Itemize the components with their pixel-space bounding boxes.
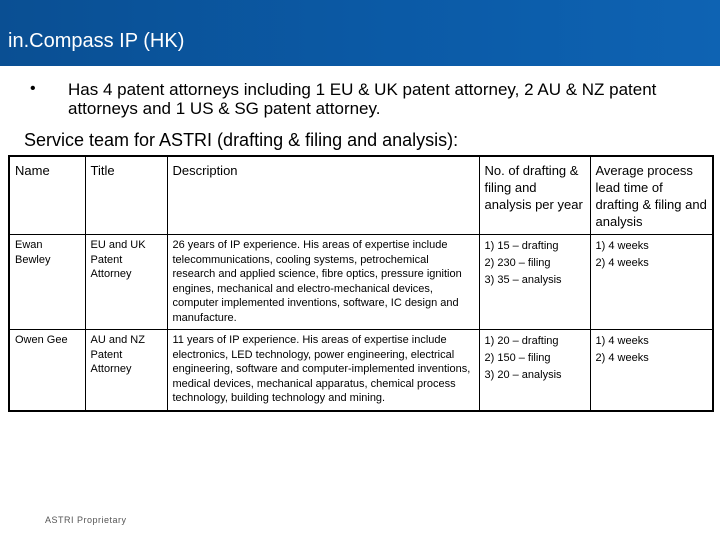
footer-proprietary-label: ASTRI Proprietary [45,515,127,525]
cell-title: AU and NZ Patent Attorney [85,330,167,411]
count-line: 3) 20 – analysis [484,369,562,381]
table-row [9,235,713,330]
cell-counts [479,330,590,411]
table-row [9,330,713,411]
cell-lead-times [590,330,713,411]
count-line: 1) 15 – drafting [484,240,559,252]
slide-title: in.Compass IP (HK) [8,30,185,52]
header-lead-time: Average process lead time of drafting & filing and analysis [590,156,713,235]
count-line: 2) 230 – filing [484,257,551,269]
count-line: 2) 150 – filing [484,352,551,364]
service-team-table [8,155,714,412]
header-count: No. of drafting & filing and analysis per year [479,156,590,235]
count-line: 3) 35 – analysis [484,274,562,286]
title-bar [0,0,720,66]
lead-time-line: 1) 4 weeks [595,240,649,252]
header-name: Name [9,156,85,235]
header-title: Title [85,156,167,235]
cell-lead-times [590,235,713,330]
header-description: Description [167,156,479,235]
cell-name: Owen Gee [9,330,85,411]
bullet-text: Has 4 patent attorneys including 1 EU & UK patent attorney, 2 AU & NZ patent attorneys and 1 US & SG patent attorney. [68,80,657,118]
cell-counts [479,235,590,330]
cell-title: EU and UK Patent Attorney [85,235,167,330]
lead-time-line: 2) 4 weeks [595,352,649,364]
cell-name: Ewan Bewley [9,235,85,330]
cell-description: 11 years of IP experience. His areas of expertise include electronics, LED technology, power engineering, electrical engineering, software and computer-implemented inventions, medical devices, mechanical apparatus, chemical process technology, building technology and mining. [167,330,479,411]
lead-time-line: 1) 4 weeks [595,335,649,347]
bullet-symbol: • [30,80,36,97]
cell-description: 26 years of IP experience. His areas of expertise include telecommunications, cooling systems, petrochemical research and applied science, fibre optics, pressure ignition engines, mechanical and electro-mechanical devices, computer implemented inventions, software, IC design and manufacture. [167,235,479,330]
lead-time-line: 2) 4 weeks [595,257,649,269]
count-line: 1) 20 – drafting [484,335,559,347]
table-header-row [9,156,713,235]
service-team-heading: Service team for ASTRI (drafting & filing and analysis): [24,130,459,150]
